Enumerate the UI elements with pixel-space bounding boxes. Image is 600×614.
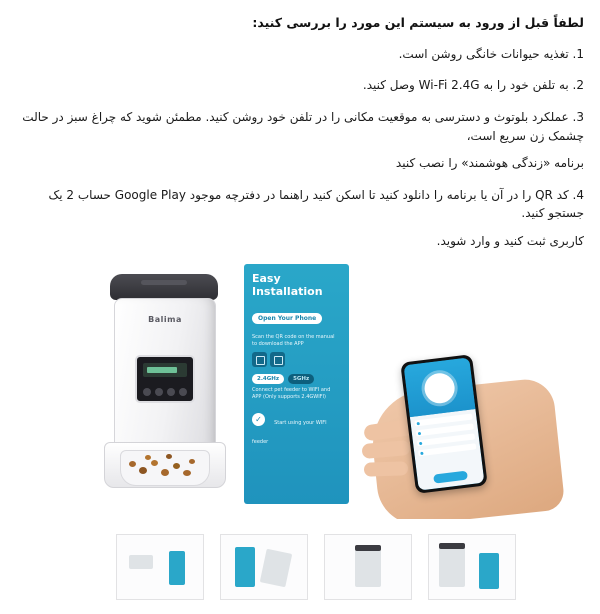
step-3-line-1: 3. عملکرد بلوتوث و دسترسی به موقعیت مکانی را در تلفن خود روشن کنید. مطمئن شوید که چراغ سبز در حالت چشمک زن سریع است، (22, 109, 584, 143)
kibble (161, 469, 169, 476)
feeder-brand-label: Balima (148, 314, 182, 324)
open-your-phone-pill: Open Your Phone (252, 313, 322, 324)
card-step-2-text: Scan the QR code on the manual to download the APP (252, 333, 335, 347)
step-3 (16, 108, 584, 173)
thumbnail-1[interactable] (428, 534, 516, 600)
hero-illustration (16, 264, 584, 519)
badge-5ghz: 5GHz (288, 374, 314, 384)
feeder-buttons (143, 388, 187, 396)
feeder-body (114, 298, 216, 450)
thumb-router-shape (129, 555, 153, 569)
app-header (404, 357, 476, 417)
thumbnail-strip (32, 534, 600, 600)
kibble (173, 463, 180, 469)
kibble (183, 470, 191, 476)
card-step-1 (252, 305, 341, 327)
app-list (410, 409, 485, 490)
card-step-2-icons (252, 352, 341, 367)
badge-24ghz: 2.4GHz (252, 374, 284, 384)
step-1 (16, 45, 584, 64)
wifi-band-badges (252, 374, 341, 384)
thumb-feeder-shape (355, 549, 381, 587)
feeder-lcd-display (143, 363, 187, 377)
smartphone (400, 354, 488, 494)
card-step-3 (252, 374, 341, 402)
kibble (129, 461, 136, 467)
pet-feeder-device (104, 274, 224, 489)
thumbnail-4[interactable] (116, 534, 204, 600)
step-4 (16, 186, 584, 251)
thumb-phone-shape (479, 553, 499, 589)
kibble (139, 467, 147, 474)
card-step-3-text: Connect pet feeder to WIFI and APP (Only supports 2.4GWIFI) (252, 386, 331, 400)
feeder-button-3 (155, 388, 163, 396)
thumb-app-screen-2 (260, 548, 293, 587)
check-icon: ✓ (252, 413, 265, 426)
thumb-feeder-lid (439, 543, 465, 549)
thumbnail-2[interactable] (324, 534, 412, 600)
app-dial-control (423, 371, 456, 404)
finger (364, 461, 408, 477)
product-image (16, 264, 584, 614)
step-1-line-1: 1. تغذیه حیوانات خانگی روشن است. (398, 46, 584, 61)
card-step-4-text: Start using your WIFI feeder (252, 419, 327, 445)
feeder-button-2 (167, 388, 175, 396)
step-4-line-1: 4. کد QR را در آن یا برنامه را دانلود کنید تا اسکن کنید راهنما در دفترچه موجود Google Play حساب 2 یک جستجو کنید. (48, 187, 584, 221)
feeder-button-4 (143, 388, 151, 396)
qr-code-icon (252, 352, 267, 367)
installation-steps-card (244, 264, 349, 504)
feeder-bowl (120, 450, 210, 486)
feeder-button-1 (179, 388, 187, 396)
instructions-block (16, 14, 584, 251)
step-3-line-2: برنامه «زندگی هوشمند» را نصب کنید (395, 156, 584, 171)
hand-holding-phone (356, 376, 571, 519)
step-2 (16, 76, 584, 95)
thumb-feeder-shape (439, 547, 465, 587)
app-primary-button (433, 470, 468, 483)
thumb-phone-shape (169, 551, 185, 585)
step-2-line-1: 2. به تلفن خود را به Wi-Fi 2.4G وصل کنید. (362, 78, 584, 93)
card-title: Easy Installation (252, 271, 323, 298)
card-step-2 (252, 334, 341, 367)
feeder-control-panel (135, 355, 195, 403)
step-4-line-2: کاربری ثبت کنید و وارد شوید. (436, 233, 584, 248)
feeder-lid (110, 274, 218, 300)
kibble (189, 459, 195, 464)
thumbnail-3[interactable] (220, 534, 308, 600)
app-download-icon (270, 352, 285, 367)
card-step-4 (252, 409, 341, 447)
thumb-app-screen-1 (235, 547, 255, 587)
phone-screen (404, 357, 485, 490)
kibble (151, 460, 158, 466)
thumb-feeder-lid (355, 545, 381, 551)
intro-text: لطفاً قبل از ورود به سیستم این مورد را بررسی کنید: (252, 15, 584, 30)
kibble (166, 454, 172, 459)
kibble (145, 455, 151, 460)
